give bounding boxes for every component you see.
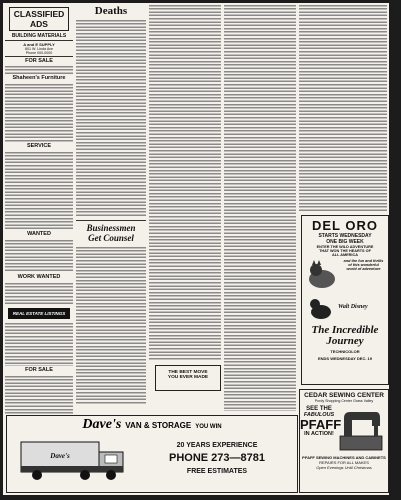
service-heading: SERVICE: [26, 143, 52, 149]
news-column-3: [149, 3, 221, 363]
real-estate-heading: REAL ESTATE LISTINGS: [12, 311, 66, 316]
cedar-pfaff: PFAFF: [300, 417, 342, 432]
real-estate-banner: [8, 308, 70, 319]
businessmen-title-line2: Get Counsel: [88, 233, 134, 243]
obituary-text: [76, 18, 146, 218]
for-sale-heading: FOR SALE: [25, 58, 53, 64]
del-oro-starts: STARTS WEDNESDAY: [318, 233, 372, 239]
animal-illustration: [305, 259, 339, 293]
daves-info-block: [142, 442, 292, 475]
building-materials-heading: BUILDING MATERIALS: [11, 33, 67, 39]
daves-free-estimates: FREE ESTIMATES: [186, 468, 248, 475]
classified-text-block: [5, 238, 73, 273]
technicolor-label: TECHNICOLOR: [330, 349, 360, 354]
classified-column: [5, 3, 73, 413]
del-oro-line8: world of adventure: [346, 267, 381, 271]
del-oro-line7: of this wonderful: [348, 263, 379, 267]
daves-van-storage-ad: [6, 415, 298, 493]
classified-text-block: [5, 321, 73, 366]
obituary-text: [224, 3, 296, 411]
truck-lettering: Dave's: [50, 452, 70, 460]
cedar-repairs: REPAIRS FOR ALL MAKES: [319, 460, 369, 465]
ad-supply-name: A and E SUPPLY: [23, 42, 55, 47]
cedar-body: [300, 406, 388, 452]
walt-disney: Walt Disney: [338, 304, 368, 310]
obituary-text: [149, 3, 221, 361]
deaths-title: Deaths: [94, 5, 128, 17]
cedar-machines: PFAFF SEWING MACHINES AND CABINETS: [302, 455, 386, 460]
cedar-headline: [300, 406, 342, 452]
del-oro-line5: ALL AMERICA: [332, 253, 358, 257]
del-oro-tagline: [339, 259, 388, 293]
sewing-machine-illustration: [338, 406, 388, 452]
classified-text-block: [5, 374, 73, 414]
del-oro-title: DEL ORO: [312, 218, 378, 233]
daves-years: 20 YEARS EXPERIENCE: [176, 442, 258, 449]
classified-text-block: [5, 150, 73, 230]
deaths-column: [76, 3, 146, 413]
del-oro-line2: ONE BIG WEEK: [326, 239, 364, 245]
del-oro-illustration-row: [302, 259, 388, 293]
businessmen-title-line1: Businessmen: [86, 223, 136, 233]
dog-illustration: [308, 295, 334, 321]
daves-title-script: Dave's: [82, 417, 122, 432]
daves-title-win: YOU WIN: [195, 424, 222, 430]
cedar-see: SEE THE: [306, 406, 332, 412]
del-oro-line3: ENTER THE WILD ADVENTURE: [316, 245, 374, 249]
cedar-sewing-ad: [299, 389, 389, 493]
cedar-address: Purdy Shopping Center Grass Valley: [314, 399, 374, 403]
cedar-in-action: IN ACTION!: [304, 431, 334, 437]
news-column-5: [299, 3, 387, 213]
del-oro-line6: and the fun and thrills: [343, 259, 384, 263]
classified-header: [9, 7, 69, 31]
best-move-ad: [155, 365, 221, 391]
work-wanted-heading: WORK WANTED: [17, 274, 61, 280]
moving-truck-illustration: [19, 438, 129, 482]
classified-text-block: [5, 64, 73, 74]
classified-title: CLASSIFIED ADS: [13, 9, 65, 29]
newspaper-page: [3, 3, 389, 495]
cedar-title: CEDAR SEWING CENTER: [304, 392, 384, 399]
best-move-line1: THE BEST MOVE: [168, 370, 208, 375]
news-column-4: [224, 3, 296, 413]
cedar-hours: Open Evenings Until Christmas: [316, 465, 372, 470]
cedar-fabulous: FABULOUS: [303, 412, 335, 418]
del-oro-theatre-ad: [301, 215, 389, 385]
ad-supply-phone: Phone 000-0000: [25, 51, 53, 55]
daves-title-row: [7, 417, 297, 433]
shaheen-furniture-ad: Shaheen's Furniture: [12, 75, 66, 81]
businessmen-title: [76, 223, 146, 243]
for-sale-heading-2: FOR SALE: [25, 367, 53, 373]
classified-text-block: [5, 82, 73, 142]
del-oro-line4: THAT WON THE HEARTS OF: [319, 249, 371, 253]
businessmen-article-text: [76, 245, 146, 405]
classified-text-block: [5, 281, 73, 306]
best-move-line2: YOU EVER MADE: [167, 375, 209, 380]
del-oro-dates: ENDS WEDNESDAY DEC. 19: [317, 356, 372, 361]
daves-title-van: VAN & STORAGE: [125, 421, 192, 430]
obituary-text: [299, 3, 387, 211]
movie-title: The Incredible Journey: [311, 324, 379, 347]
daves-phone: PHONE 273—8781: [169, 452, 265, 464]
wanted-heading: WANTED: [27, 231, 51, 237]
ad-supply-address: 801 W. Linda Ave: [25, 47, 53, 51]
